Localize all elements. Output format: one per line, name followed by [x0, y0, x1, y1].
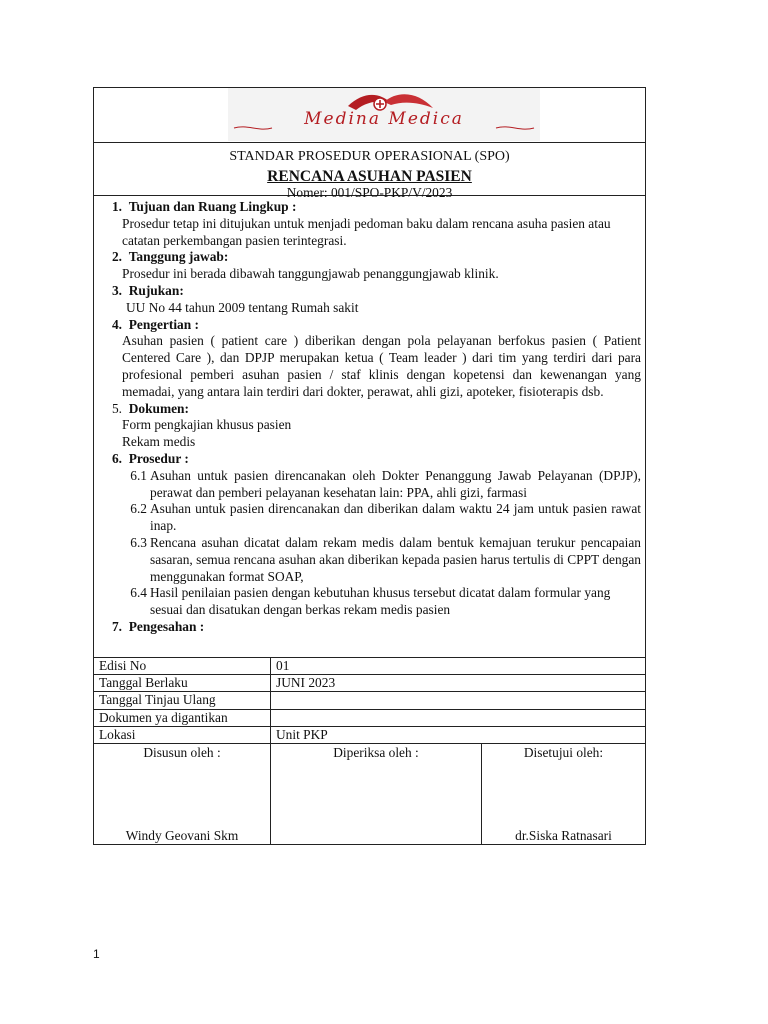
section-text: Asuhan pasien ( patient care ) diberikan dengan pola pelayanan berfokus pasien ( Patient Centered Care ), dan DPJP merupakan ketua ( Team leader ) dari tim yang terdiri dari para profesional pemberi asuhan pasien / staf klinis dengan kopetensi dan kewenangan yang memadai, yang antara lain terdiri dari dokter, perawat, ahli gizi, apoteker, fisioterapis dsb. [122, 333, 641, 399]
meta-label: Dokumen ya digantikan [94, 709, 271, 726]
signature-approved [482, 744, 646, 844]
section-title: 4. Pengertian : [111, 316, 199, 332]
document-meta-table [94, 658, 645, 744]
logo-row [94, 88, 645, 143]
meta-label: Lokasi [94, 726, 271, 743]
signature-name: dr.Siska Ratnasari [515, 827, 612, 843]
signature-prepared [94, 744, 271, 844]
meta-label: Tanggal Berlaku [94, 675, 271, 692]
section-title: 3. Rujukan: [111, 282, 184, 298]
signature-table [94, 744, 645, 844]
signature-name: Windy Geovani Skm [125, 827, 239, 843]
procedure-step: 6.2 Asuhan untuk pasien direncanakan dan diberikan dalam waktu 24 jam untuk pasien rawat inap. [130, 501, 641, 534]
section-text: Prosedur ini berada dibawah tanggungjawab penanggungjawab klinik. [122, 266, 499, 282]
meta-label: Tanggal Tinjau Ulang [94, 692, 271, 709]
section-title: 2. Tanggung jawab: [111, 249, 229, 265]
section-text: Form pengkajian khusus pasien [122, 417, 292, 433]
meta-value [271, 692, 646, 709]
signature-checked [271, 744, 482, 844]
document-subject-title: RENCANA ASUHAN PASIEN [267, 168, 472, 185]
document-type-title: STANDAR PROSEDUR OPERASIONAL (SPO) [229, 149, 510, 164]
section-title: 7. Pengesahan : [111, 618, 205, 634]
table-row [94, 675, 645, 692]
procedure-step: 6.1 Asuhan untuk pasien direncanakan oleh Dokter Penanggung Jawab Pelayanan (DPJP), perawat dan pemberi pelayanan kesehatan lain: PPA, ahli gizi, farmasi [130, 467, 641, 500]
section-text: UU No 44 tahun 2009 tentang Rumah sakit [126, 299, 359, 315]
meta-value: 01 [271, 658, 646, 675]
procedure-step: 6.4 Hasil penilaian pasien dengan kebutuhan khusus tersebut dicatat dalam formular yang sesuai dan disatukan dengan berkas rekam medis pasien [130, 585, 611, 618]
table-row [94, 692, 645, 709]
spo-document [93, 87, 646, 845]
table-row [94, 709, 645, 726]
page-number: 1 [93, 947, 100, 961]
signature-role: Diperiksa oleh : [333, 744, 419, 760]
document-header [94, 143, 645, 200]
table-row [94, 726, 645, 743]
procedure-step: 6.3 Rencana asuhan dicatat dalam rekam medis dalam bentuk kemajuan terukur pencapaian sasaran, semua rencana asuhan akan diberikan kepada pasien harus tertulis di CPPT dengan menggunakan format SOAP, [130, 534, 641, 584]
section-text: Rekam medis [122, 434, 196, 450]
section-text: Prosedur tetap ini ditujukan untuk menjadi pedoman baku dalam rencana asuha pasien atau catatan perkembangan pasien terintegrasi. [122, 215, 611, 248]
section-title: 6. Prosedur : [111, 450, 189, 466]
section-title: 1. Tujuan dan Ruang Lingkup : [111, 199, 297, 214]
signature-role: Disusun oleh : [143, 744, 221, 760]
document-body [94, 196, 645, 658]
meta-value: Unit PKP [271, 726, 646, 743]
document-number: Nomer: 001/SPO-PKP/V/2023 [286, 185, 453, 200]
logo-text: Medina Medica [304, 109, 464, 129]
table-row [94, 658, 645, 675]
meta-value [271, 709, 646, 726]
section-title: 5. Dokumen: [111, 400, 189, 416]
meta-value: JUNI 2023 [271, 675, 646, 692]
signature-role: Disetujui oleh: [523, 744, 604, 760]
meta-label: Edisi No [94, 658, 271, 675]
medina-medica-logo [228, 88, 540, 141]
